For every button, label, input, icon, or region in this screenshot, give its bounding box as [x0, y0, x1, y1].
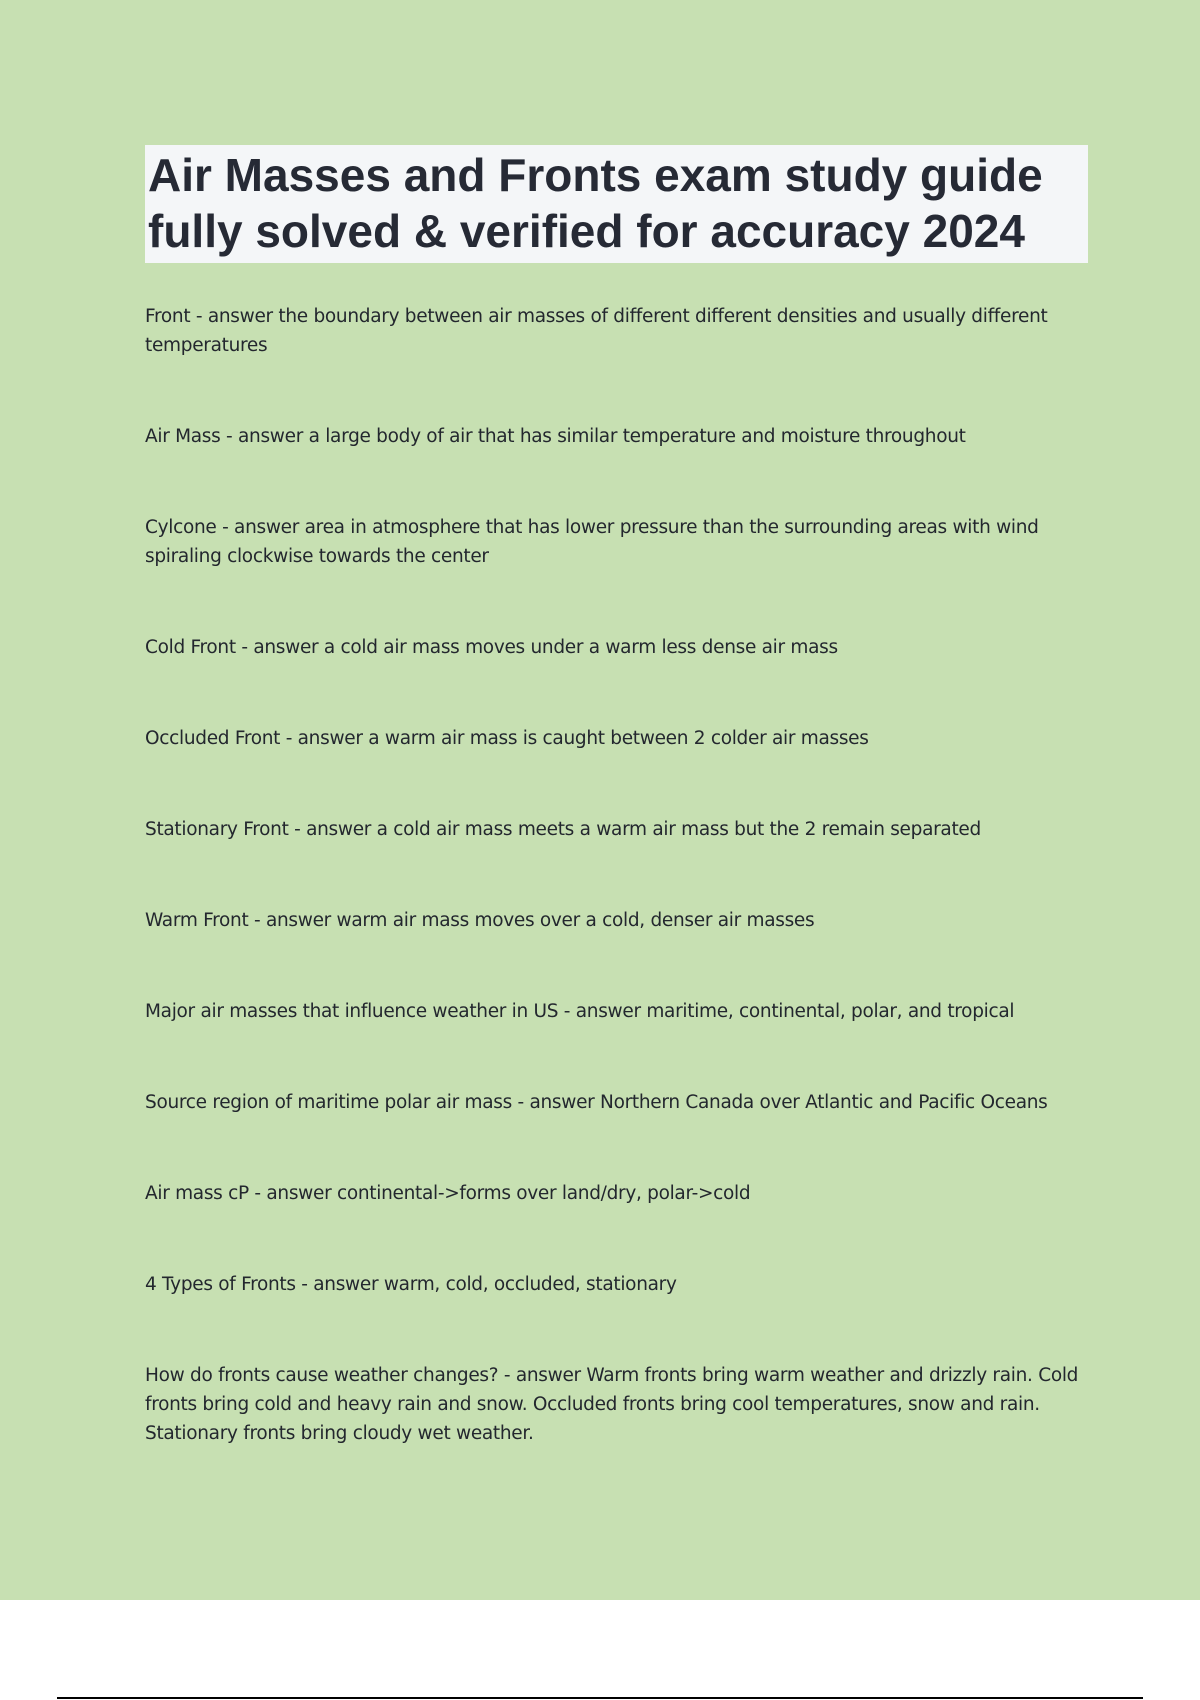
qa-item-types-of-fronts: 4 Types of Fronts - answer warm, cold, occluded, stationary: [145, 1274, 677, 1295]
qa-item-air-mass: Air Mass - answer a large body of air that has similar temperature and moisture throughout: [145, 426, 966, 447]
qa-item-occluded-front: Occluded Front - answer a warm air mass is caught between 2 colder air masses: [145, 728, 869, 749]
page-title-line-2: fully solved & verified for accuracy 2024: [148, 205, 1025, 257]
qa-item-major-air-masses: Major air masses that influence weather in US - answer maritime, continental, polar, and tropical: [145, 1001, 1015, 1022]
qa-list: [145, 302, 1090, 1448]
footer-divider: [57, 1697, 1143, 1699]
qa-item-stationary-front: Stationary Front - answer a cold air mass meets a warm air mass but the 2 remain separated: [145, 819, 981, 840]
title-block: [145, 145, 1088, 263]
qa-item-cyclone: Cylcone - answer area in atmosphere that has lower pressure than the surrounding areas with wind spiraling clockwise towards the center: [145, 517, 1039, 567]
page-title-line-1: Air Masses and Fronts exam study guide: [148, 149, 1043, 201]
qa-item-air-mass-cp: Air mass cP - answer continental->forms over land/dry, polar->cold: [145, 1183, 751, 1204]
qa-item-warm-front: Warm Front - answer warm air mass moves over a cold, denser air masses: [145, 910, 815, 931]
qa-item-fronts-weather-changes: How do fronts cause weather changes? - answer Warm fronts bring warm weather and drizzly rain. Cold fronts bring cold and heavy rain and snow. Occluded fronts bring cool temperatures, snow and rain. Stationary fronts bring cloudy wet weather.: [145, 1365, 1079, 1444]
qa-item-front: Front - answer the boundary between air masses of different different densities and usually different temperatures: [145, 306, 1048, 356]
qa-item-maritime-polar-source: Source region of maritime polar air mass - answer Northern Canada over Atlantic and Pacific Oceans: [145, 1092, 1048, 1113]
qa-item-cold-front: Cold Front - answer a cold air mass moves under a warm less dense air mass: [145, 637, 838, 658]
